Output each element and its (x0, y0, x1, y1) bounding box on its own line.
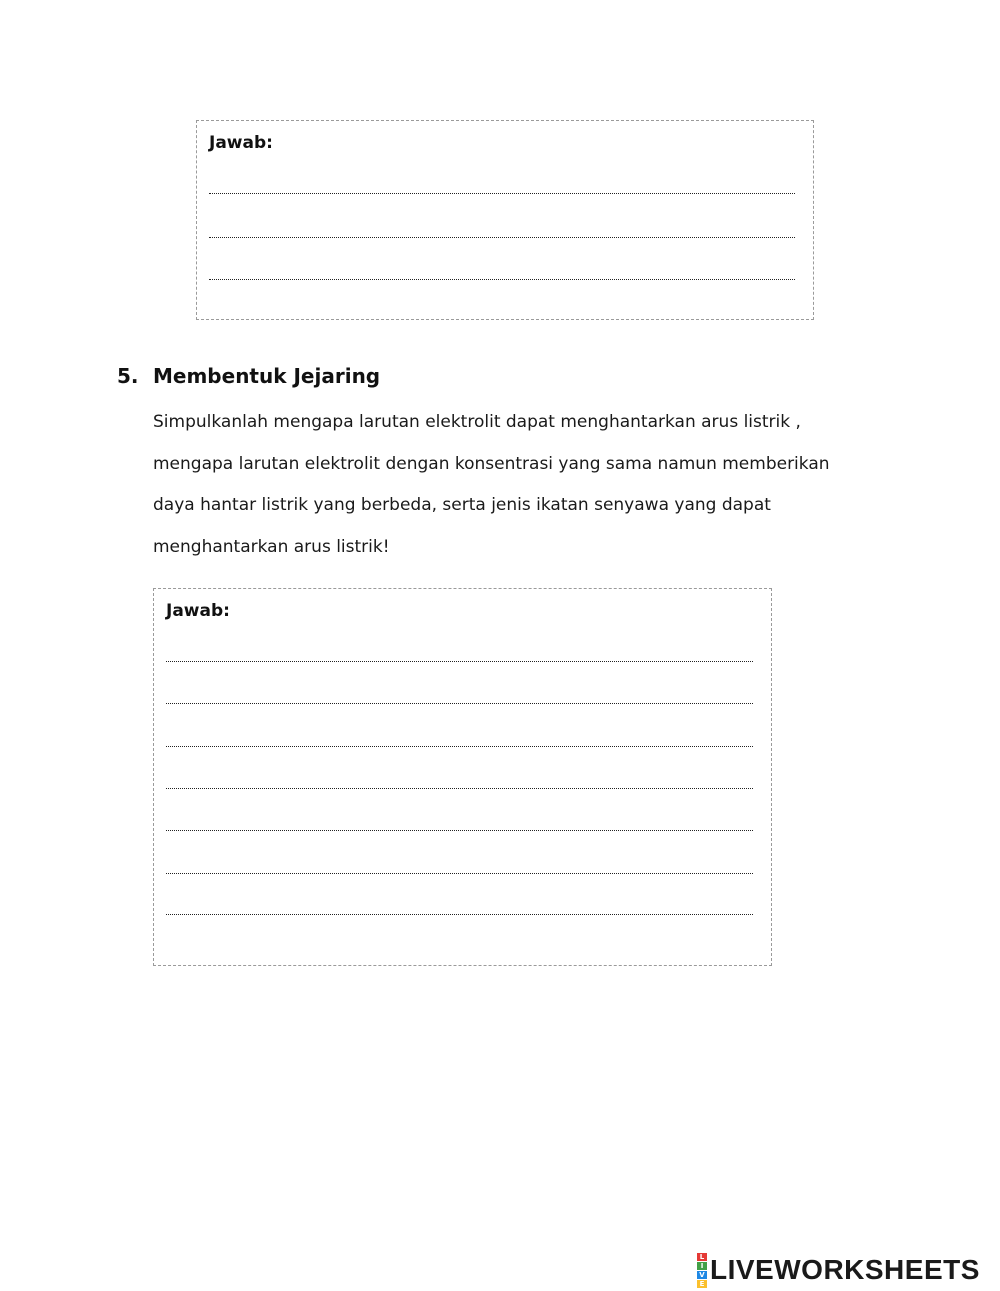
logo-mark-icon (697, 1253, 707, 1288)
question-text-line: daya hantar listrik yang berbeda, serta jenis ikatan senyawa yang dapat (153, 495, 771, 515)
logo-mark-letter: I (697, 1262, 707, 1270)
answer-line[interactable] (166, 914, 753, 915)
logo-text: LIVEWORKSHEETS (710, 1254, 980, 1285)
answer-line[interactable] (166, 873, 753, 874)
answer-line[interactable] (209, 279, 795, 280)
liveworksheets-logo (697, 1254, 980, 1286)
question-text-line: menghantarkan arus listrik! (153, 537, 390, 557)
answer-line[interactable] (209, 237, 795, 238)
answer-line[interactable] (166, 661, 753, 662)
answer-box-2 (153, 588, 772, 966)
answer-label: Jawab: (209, 133, 273, 153)
answer-line[interactable] (166, 703, 753, 704)
answer-line[interactable] (166, 830, 753, 831)
logo-mark-letter: L (697, 1253, 707, 1261)
answer-line[interactable] (166, 746, 753, 747)
answer-line[interactable] (166, 788, 753, 789)
answer-line[interactable] (209, 193, 795, 194)
question-5-heading (117, 364, 380, 388)
logo-mark-letter: V (697, 1271, 707, 1279)
logo-mark-letter: E (697, 1280, 707, 1288)
question-text-line: Simpulkanlah mengapa larutan elektrolit dapat menghantarkan arus listrik , (153, 412, 801, 432)
answer-label: Jawab: (166, 601, 230, 621)
question-title: Membentuk Jejaring (153, 364, 381, 388)
question-number: 5. (117, 364, 139, 388)
answer-box-1 (196, 120, 814, 320)
question-text-line: mengapa larutan elektrolit dengan konsentrasi yang sama namun memberikan (153, 454, 830, 474)
